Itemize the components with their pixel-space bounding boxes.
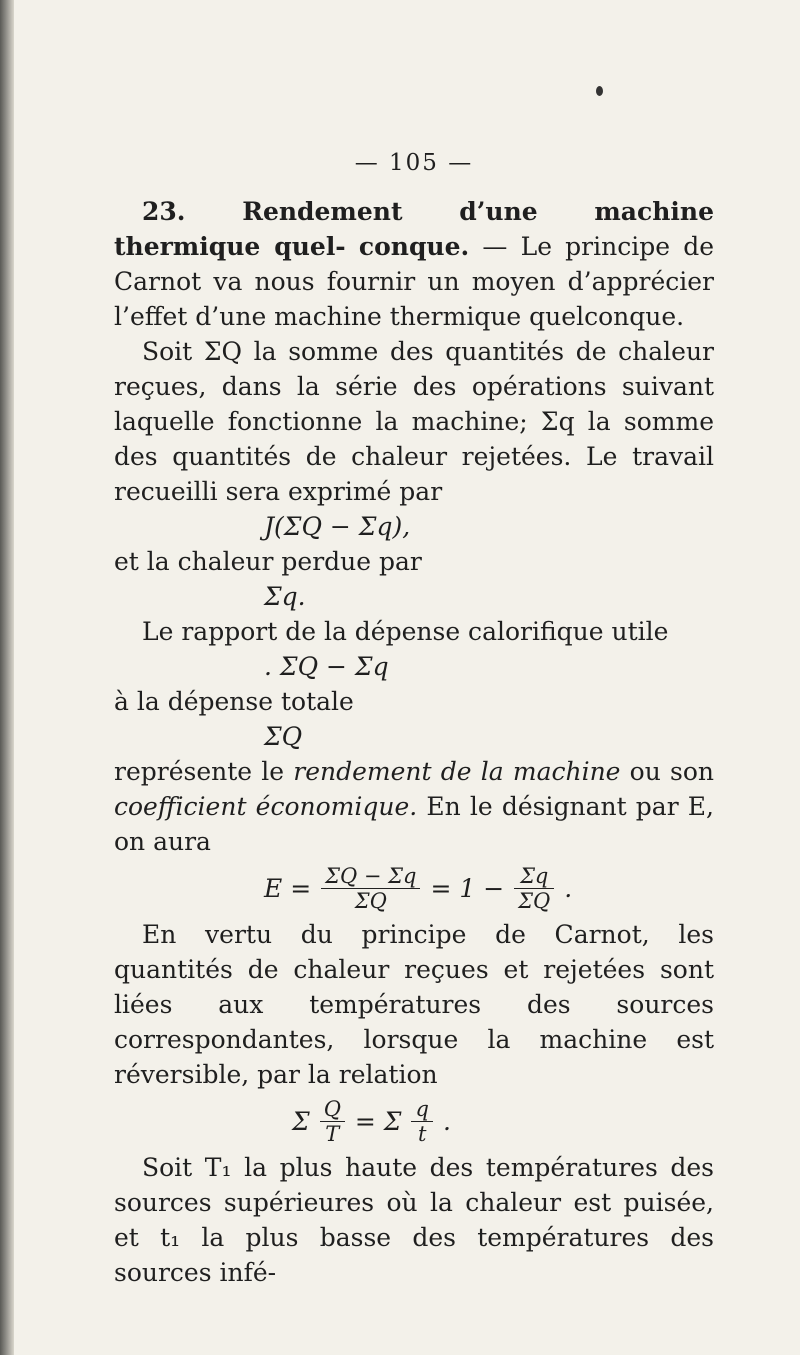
paragraph-6 — [114, 754, 714, 859]
eq2-end: . — [442, 1106, 451, 1136]
equation-efficiency — [114, 859, 714, 917]
p6-text-b: ou son — [620, 757, 715, 786]
paragraph-3: et la chaleur perdue par — [114, 547, 422, 576]
eq1-mid: = 1 − — [430, 873, 505, 903]
eq2-num2: q — [411, 1097, 432, 1122]
p6-italic-coef: coefficient économique. — [114, 792, 418, 821]
eq1-den1: ΣQ — [354, 888, 387, 913]
page-body — [114, 194, 714, 1290]
equation-carnot — [114, 1092, 714, 1150]
eq2-num1: Q — [320, 1097, 345, 1122]
eq1-fraction-2 — [514, 864, 554, 913]
paragraph-4: Le rapport de la dépense calorifique utile — [142, 617, 669, 646]
intro-text: — Le principe de Carnot va nous fournir un moyen d’apprécier l’effet d’une machine thermique quelconque. — [114, 232, 714, 331]
eq1-num1: ΣQ − Σq — [321, 864, 420, 889]
paragraph-7: En vertu du principe de Carnot, les quantités de chaleur reçues et rejetées sont liées aux températures des sources correspondantes, lorsque la machine est réversible, par la relation — [114, 920, 714, 1089]
eq1-den2: ΣQ — [518, 888, 551, 913]
p6-text-c: En le désignant par E, on aura — [114, 792, 714, 856]
formula-lost-heat: Σq. — [264, 582, 306, 611]
paragraph-2: Soit ΣQ la somme des quantités de chaleur reçues, dans la série des opérations suivant laquelle fonctionne la machine; Σq la somme des quantités de chaleur rejetées. Le travail recueilli sera exprimé par — [114, 337, 714, 506]
paragraph-8: Soit T₁ la plus haute des températures des sources supérieures où la chaleur est puisée, et t₁ la plus basse des températures des sources infé- — [114, 1153, 714, 1287]
section-heading-cont: conque. — [358, 232, 470, 261]
eq1-lhs: E = — [264, 873, 312, 903]
p6-italic-rendement: rendement de la machine — [293, 757, 621, 786]
eq1-num2: Σq — [514, 864, 554, 889]
book-spine-shadow — [0, 0, 14, 1355]
section-heading: 23. Rendement d’une machine thermique quel- — [114, 197, 714, 261]
page-number: — 105 — — [354, 150, 474, 176]
formula-work: J(ΣQ − Σq), — [264, 512, 411, 541]
paragraph-5: à la dépense totale — [114, 687, 354, 716]
eq2-fraction-2 — [411, 1097, 432, 1146]
p6-text-a: représente le — [114, 757, 294, 786]
eq2-den2: t — [417, 1121, 427, 1146]
eq2-fraction-1 — [320, 1097, 345, 1146]
eq2-den1: T — [325, 1121, 340, 1146]
eq1-fraction-1 — [321, 864, 420, 913]
ink-speck — [596, 86, 603, 96]
section-heading-paragraph — [114, 194, 714, 334]
formula-useful: . ΣQ − Σq — [264, 652, 389, 681]
eq2-mid: = Σ — [354, 1106, 402, 1136]
eq2-sigma: Σ — [292, 1106, 310, 1136]
eq1-end: . — [564, 873, 573, 903]
formula-total: ΣQ — [264, 722, 303, 751]
